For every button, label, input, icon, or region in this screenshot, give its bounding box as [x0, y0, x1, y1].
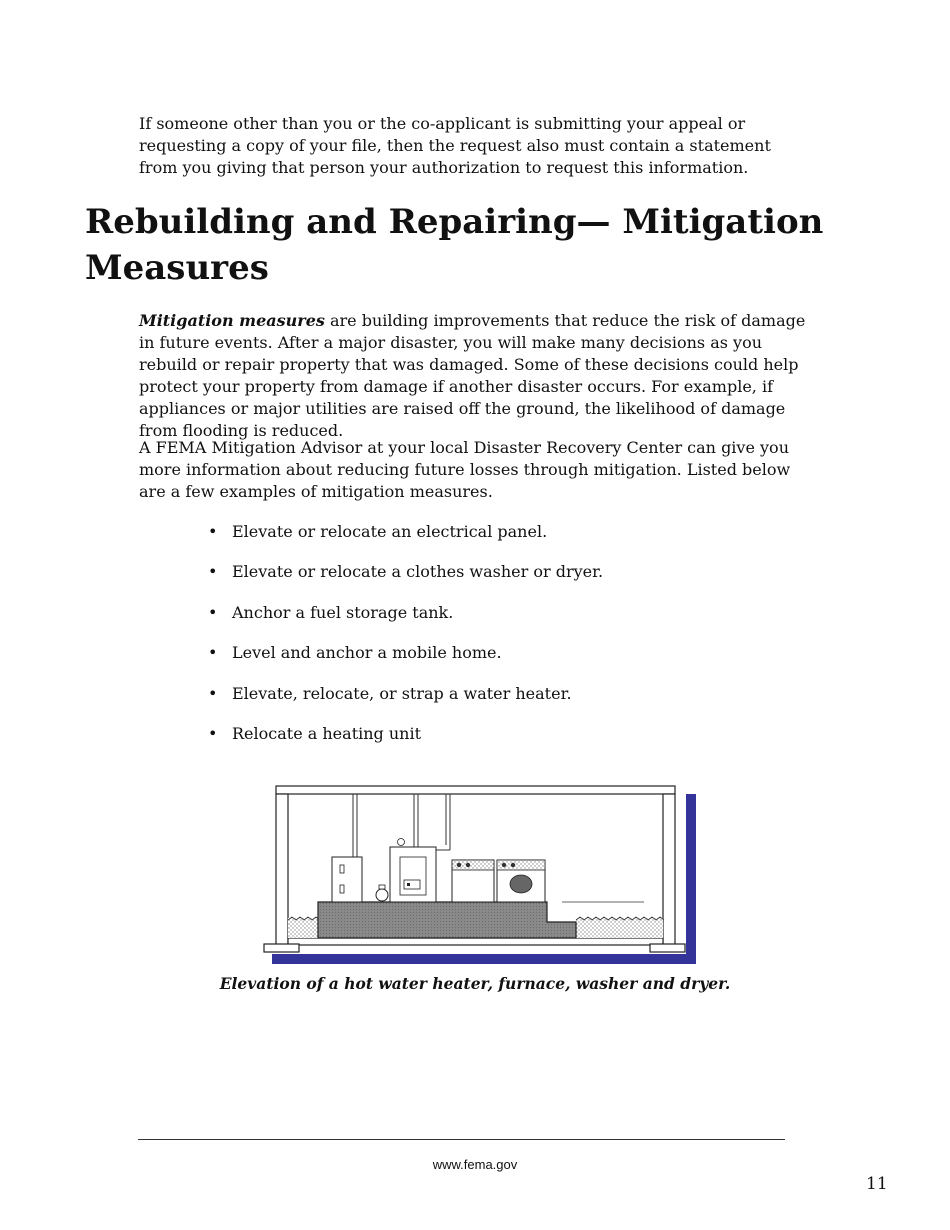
- list-item: • Anchor a fuel storage tank.: [208, 602, 603, 642]
- footer-url[interactable]: www.fema.gov: [432, 1157, 518, 1172]
- floor-slab: [288, 938, 663, 945]
- mitigation-term: Mitigation measures: [139, 311, 325, 330]
- mitigation-paragraph-text: are building improvements that reduce the risk of damage in future events. After a major disaster, you will make many decisions as you rebuild or repair property that was damaged. Some of these decisions could help protect your property from damage if another disaster occurs. For example, if appliances or major utilities are raised off the ground, the likelihood of damage from flooding is reduced.: [139, 311, 806, 440]
- mitigation-list: [208, 521, 603, 763]
- left-wall: [276, 794, 288, 945]
- roof-beam: [276, 786, 675, 794]
- intro-paragraph: If someone other than you or the co-applicant is submitting your appeal or requesting a copy of your file, then the request also must contain a statement from you giving that person your authorization to request this information.: [139, 114, 771, 177]
- right-wall: [663, 794, 675, 945]
- list-item: • Elevate or relocate a clothes washer or dryer.: [208, 561, 603, 601]
- advisor-paragraph: A FEMA Mitigation Advisor at your local Disaster Recovery Center can give you more information about reducing future losses through mitigation. Listed below are a few examples of mitigation measures.: [139, 438, 791, 501]
- list-item: • Elevate, relocate, or strap a water heater.: [208, 683, 603, 723]
- water-right: [576, 918, 663, 938]
- left-footing: [264, 944, 299, 952]
- list-item: • Level and anchor a mobile home.: [208, 642, 603, 682]
- shadow-right: [686, 794, 696, 964]
- mitigation-paragraph: [139, 310, 811, 442]
- right-footing: [650, 944, 685, 952]
- shadow-bottom: [272, 954, 696, 964]
- gas-meter: [376, 889, 388, 901]
- figure-caption: Elevation of a hot water heater, furnace, washer and dryer.: [219, 974, 731, 993]
- page-number: 11: [866, 1174, 888, 1194]
- water-heater: [332, 857, 362, 902]
- elevation-illustration: [262, 785, 700, 965]
- list-item: • Relocate a heating unit: [208, 723, 603, 763]
- water-left: [288, 918, 320, 938]
- section-heading: Rebuilding and Repairing— Mitigation Measures: [85, 202, 824, 288]
- raised-platform: [318, 902, 576, 938]
- footer-divider: [138, 1139, 785, 1140]
- list-item: • Elevate or relocate an electrical panel.: [208, 521, 603, 561]
